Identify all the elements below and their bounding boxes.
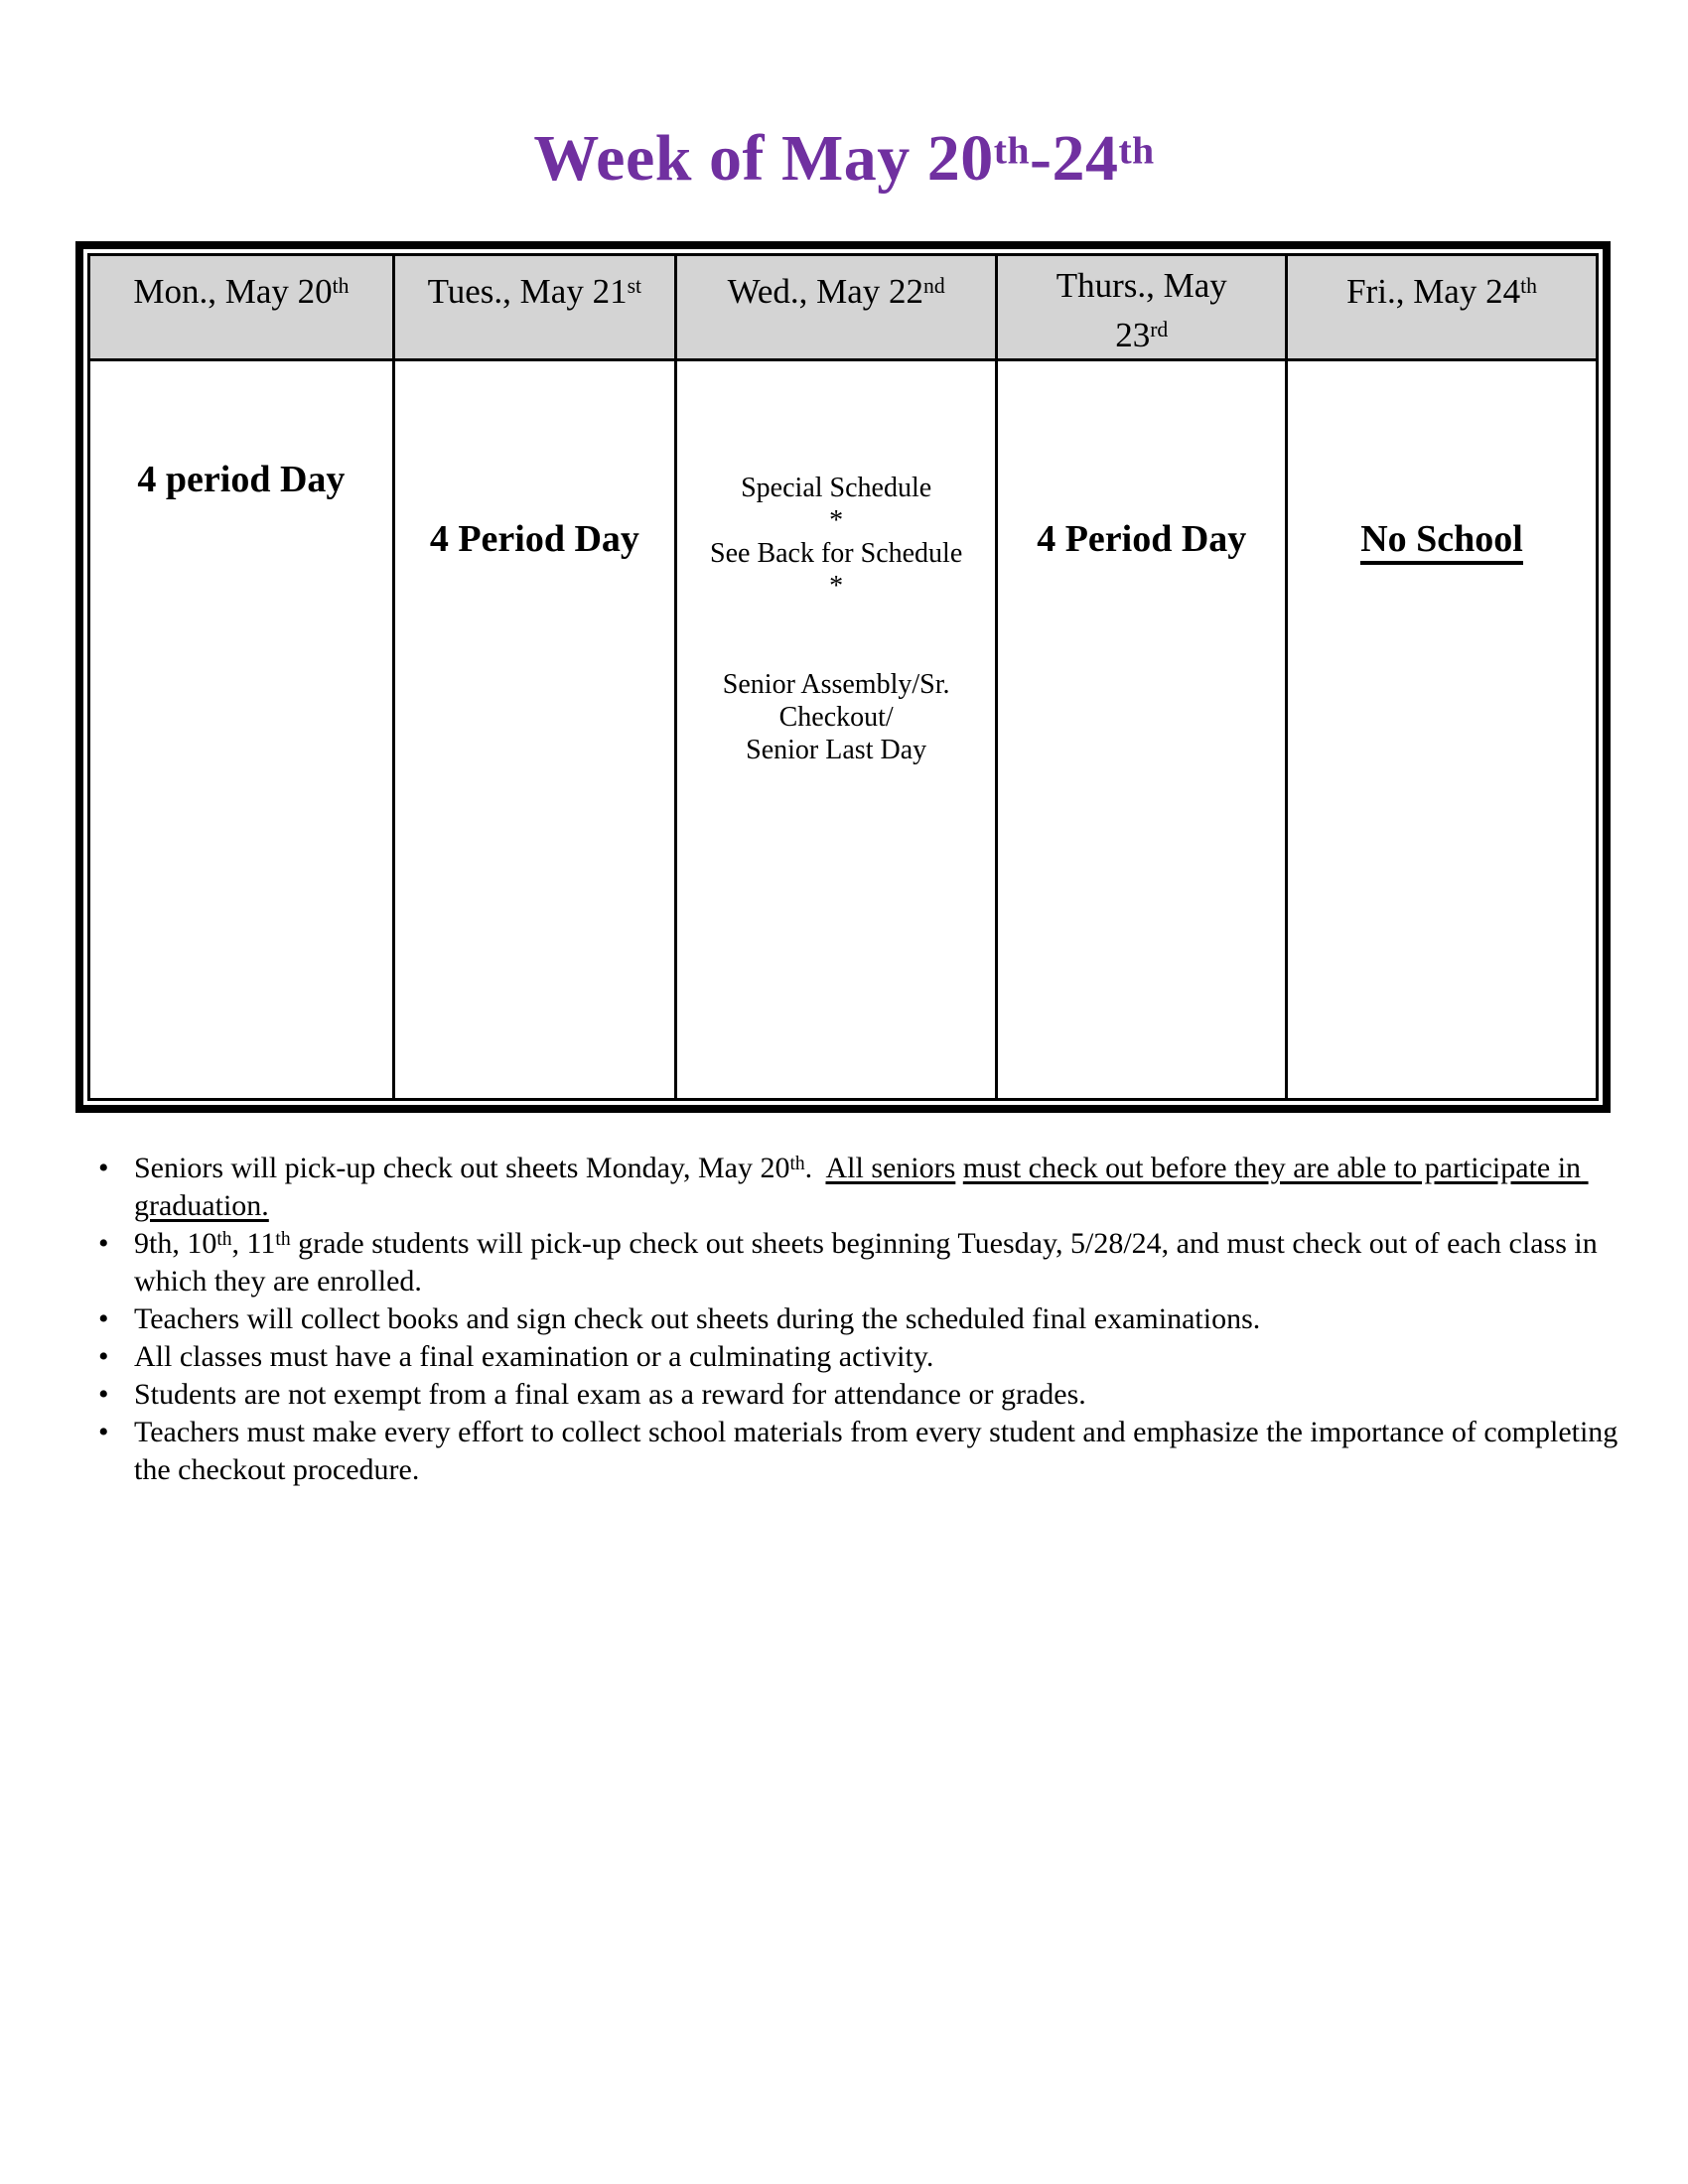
header-superscript: st (627, 274, 642, 298)
schedule-table (75, 241, 1611, 1113)
cell-monday (89, 359, 394, 1099)
note-item (91, 1225, 1632, 1300)
header-label: Fri., May 24 (1346, 271, 1521, 311)
note-item (91, 1150, 1632, 1225)
wednesday-line: * (829, 504, 844, 536)
header-cell-monday (89, 255, 394, 360)
header-cell-wednesday (675, 255, 997, 360)
note-item (91, 1376, 1632, 1414)
wednesday-line: Senior Last Day (746, 734, 927, 765)
cell-friday (1287, 359, 1598, 1099)
header-label-line2: 23 (1115, 315, 1151, 354)
bullet-marker-icon: • (98, 1302, 109, 1335)
header-superscript: th (332, 274, 350, 298)
cell-wednesday (675, 359, 997, 1099)
friday-label: No School (1360, 520, 1523, 565)
cell-tuesday (393, 359, 675, 1099)
cell-wednesday-lines (678, 362, 995, 766)
note-item (91, 1338, 1632, 1376)
header-cell-friday (1287, 255, 1598, 360)
note-item (91, 1414, 1632, 1489)
page-title-text-2: -24 (1029, 122, 1119, 195)
body-row (89, 359, 1598, 1099)
wednesday-line: Special Schedule (741, 472, 932, 503)
page-title-text: Week of May 20 (533, 122, 994, 195)
page-title-superscript-2: th (1118, 128, 1155, 173)
bullet-marker-icon: • (98, 1416, 109, 1448)
wednesday-line: Senior Assembly/Sr. (722, 668, 950, 700)
note-item (91, 1300, 1632, 1338)
header-label: Wed., May 22 (727, 271, 924, 311)
bullet-marker-icon: • (98, 1227, 109, 1260)
tuesday-label: 4 Period Day (429, 517, 639, 560)
wednesday-line (678, 603, 995, 635)
page-title-superscript: th (993, 128, 1030, 173)
header-superscript: th (1520, 274, 1537, 298)
friday-label-wrap (1289, 362, 1595, 565)
note-text: All classes must have a final examination or a culminating activity. (134, 1340, 934, 1373)
wednesday-line: See Back for Schedule (710, 537, 963, 569)
monday-label: 4 period Day (137, 458, 346, 500)
bullet-marker-icon: • (98, 1340, 109, 1373)
page-title (0, 121, 1688, 197)
thursday-label: 4 Period Day (1037, 517, 1247, 560)
cell-thursday (997, 359, 1287, 1099)
header-superscript: rd (1150, 318, 1169, 341)
header-row (89, 255, 1598, 360)
note-text: Students are not exempt from a final exam as a reward for attendance or grades. (134, 1378, 1086, 1411)
wednesday-line (678, 635, 995, 668)
notes-list (91, 1150, 1632, 1489)
wednesday-line: Checkout/ (778, 701, 894, 733)
bullet-marker-icon: • (98, 1378, 109, 1411)
note-text: Teachers must make every effort to collect school materials from every student and emphasize the importance of completing the checkout procedure. (134, 1416, 1625, 1486)
note-text: Teachers will collect books and sign check out sheets during the scheduled final examinations. (134, 1302, 1261, 1335)
bullet-marker-icon: • (98, 1152, 109, 1184)
header-superscript: nd (923, 274, 945, 298)
note-text: 9th, 10th, 11th grade students will pick-up check out sheets beginning Tuesday, 5/28/24, and must check out of each class in which they are enrolled. (134, 1227, 1606, 1297)
header-label: Thurs., May (1055, 266, 1227, 305)
header-cell-thursday (997, 255, 1287, 360)
header-label: Tues., May 21 (427, 271, 628, 311)
header-label: Mon., May 20 (133, 271, 333, 311)
header-cell-tuesday (393, 255, 675, 360)
note-text: Seniors will pick-up check out sheets Monday, May 20th. All seniors must check out before they are able to participate in graduation. (134, 1152, 1589, 1222)
wednesday-line: * (829, 570, 844, 602)
